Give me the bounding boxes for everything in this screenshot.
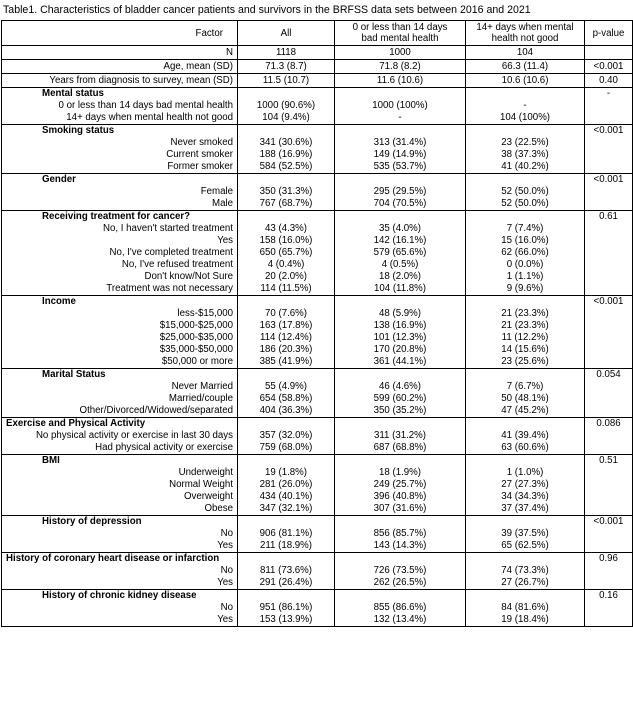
low-bad-mental-health-cell: 18 (1.9%) [335,467,466,479]
factor-cell: No physical activity or exercise in last 30 days [2,430,238,442]
p-value-cell [585,259,633,271]
factor-cell: Years from diagnosis to survey, mean (SD) [2,74,238,88]
all-cell [238,211,335,224]
all-cell: 211 (18.9%) [238,540,335,553]
table-row [2,332,633,344]
high-bad-mental-health-cell: 52 (50.0%) [466,198,585,211]
low-bad-mental-health-cell: 313 (31.4%) [335,137,466,149]
p-value-cell [585,332,633,344]
factor-cell: Treatment was not necessary [2,283,238,296]
factor-cell: $15,000-$25,000 [2,320,238,332]
factor-cell: Never Married [2,381,238,393]
all-cell: 281 (26.0%) [238,479,335,491]
factor-cell: Receiving treatment for cancer? [2,211,238,224]
high-bad-mental-health-cell: 21 (23.3%) [466,308,585,320]
low-bad-mental-health-cell: 855 (86.6%) [335,602,466,614]
factor-cell: Mental status [2,88,238,101]
p-value-cell [585,235,633,247]
all-cell: 71.3 (8.7) [238,60,335,74]
factor-cell: No [2,602,238,614]
low-bad-mental-health-cell: 142 (16.1%) [335,235,466,247]
table-row [2,308,633,320]
all-cell: 650 (65.7%) [238,247,335,259]
low-bad-mental-health-cell: 46 (4.6%) [335,381,466,393]
all-cell: 341 (30.6%) [238,137,335,149]
table-row [2,565,633,577]
low-bad-mental-health-cell: 704 (70.5%) [335,198,466,211]
all-cell: 1118 [238,46,335,60]
low-bad-mental-health-cell: 101 (12.3%) [335,332,466,344]
table-row [2,223,633,235]
all-cell: 767 (68.7%) [238,198,335,211]
all-cell: 1000 (90.6%) [238,100,335,112]
section-row [2,88,633,101]
p-value-cell [585,223,633,235]
factor-cell: Marital Status [2,369,238,382]
all-cell [238,553,335,566]
p-value-cell [585,283,633,296]
low-bad-mental-health-cell: 262 (26.5%) [335,577,466,590]
table-row [2,112,633,125]
low-bad-mental-health-cell [335,296,466,309]
all-cell [238,296,335,309]
p-value-cell [585,46,633,60]
p-value-cell [585,405,633,418]
high-bad-mental-health-cell: 27 (27.3%) [466,479,585,491]
low-bad-mental-health-cell [335,211,466,224]
high-bad-mental-health-cell: 23 (25.6%) [466,356,585,369]
low-bad-mental-health-cell [335,418,466,431]
high-bad-mental-health-cell [466,296,585,309]
section-row [2,418,633,431]
all-cell [238,590,335,603]
factor-cell: $25,000-$35,000 [2,332,238,344]
table-row [2,540,633,553]
all-cell: 584 (52.5%) [238,161,335,174]
low-bad-mental-health-cell: 856 (85.7%) [335,528,466,540]
high-bad-mental-health-cell: 84 (81.6%) [466,602,585,614]
high-bad-mental-health-cell: 27 (26.7%) [466,577,585,590]
all-cell: 347 (32.1%) [238,503,335,516]
high-bad-mental-health-cell: 10.6 (10.6) [466,74,585,88]
factor-cell: BMI [2,455,238,468]
all-cell: 55 (4.9%) [238,381,335,393]
high-bad-mental-health-cell: 63 (60.6%) [466,442,585,455]
high-bad-mental-health-cell [466,418,585,431]
p-value-cell: <0.001 [585,125,633,138]
p-value-cell [585,602,633,614]
p-value-cell [585,161,633,174]
table-title: Table1. Characteristics of bladder cancer patients and survivors in the BRFSS data sets between 2016 and 2021 [3,4,531,16]
high-bad-mental-health-cell: 37 (37.4%) [466,503,585,516]
high-bad-mental-health-cell: 7 (7.4%) [466,223,585,235]
low-bad-mental-health-cell [335,125,466,138]
high-bad-mental-health-cell: 14 (15.6%) [466,344,585,356]
section-row [2,455,633,468]
table-row [2,467,633,479]
factor-cell: Income [2,296,238,309]
low-bad-mental-health-cell: 396 (40.8%) [335,491,466,503]
all-cell: 20 (2.0%) [238,271,335,283]
p-value-cell [585,137,633,149]
high-bad-mental-health-cell: 62 (66.0%) [466,247,585,259]
table-row [2,344,633,356]
high-bad-mental-health-cell [466,88,585,101]
table-row [2,479,633,491]
high-bad-mental-health-cell: 1 (1.1%) [466,271,585,283]
factor-cell: $50,000 or more [2,356,238,369]
p-value-cell [585,577,633,590]
factor-cell: No, I've completed treatment [2,247,238,259]
all-cell: 158 (16.0%) [238,235,335,247]
all-cell: 906 (81.1%) [238,528,335,540]
table-row [2,405,633,418]
all-cell: 43 (4.3%) [238,223,335,235]
low-bad-mental-health-cell: 18 (2.0%) [335,271,466,283]
table-row [2,602,633,614]
factor-cell: Yes [2,540,238,553]
high-bad-mental-health-cell: 104 (100%) [466,112,585,125]
high-bad-mental-health-cell: 65 (62.5%) [466,540,585,553]
high-bad-mental-health-cell: 50 (48.1%) [466,393,585,405]
all-cell [238,418,335,431]
factor-cell: No [2,565,238,577]
p-value-cell [585,198,633,211]
high-bad-mental-health-cell: 52 (50.0%) [466,186,585,198]
low-bad-mental-health-cell: 599 (60.2%) [335,393,466,405]
table-row [2,356,633,369]
table-row [2,577,633,590]
all-cell: 11.5 (10.7) [238,74,335,88]
high-bad-mental-health-cell: 41 (40.2%) [466,161,585,174]
high-bad-mental-health-cell: 21 (23.3%) [466,320,585,332]
factor-cell: No, I haven't started treatment [2,223,238,235]
low-bad-mental-health-cell: 71.8 (8.2) [335,60,466,74]
table-body [2,46,633,627]
p-value-cell [585,271,633,283]
p-value-cell [585,491,633,503]
high-bad-mental-health-cell [466,174,585,187]
high-bad-mental-health-cell: - [466,100,585,112]
factor-cell: Underweight [2,467,238,479]
factor-cell: Obese [2,503,238,516]
table-row [2,283,633,296]
factor-cell: History of coronary heart disease or infarction [2,553,238,566]
low-bad-mental-health-cell: 149 (14.9%) [335,149,466,161]
p-value-cell [585,186,633,198]
factor-cell: Yes [2,614,238,627]
table-row [2,235,633,247]
factor-cell: 0 or less than 14 days bad mental health [2,100,238,112]
low-bad-mental-health-cell [335,516,466,529]
table-row [2,247,633,259]
factor-cell: Exercise and Physical Activity [2,418,238,431]
all-cell [238,125,335,138]
high-bad-mental-health-cell [466,211,585,224]
p-value-cell [585,442,633,455]
p-value-cell: <0.001 [585,516,633,529]
section-row [2,174,633,187]
p-value-cell [585,479,633,491]
characteristics-table [1,20,633,627]
low-bad-mental-health-cell: 138 (16.9%) [335,320,466,332]
p-value-cell [585,540,633,553]
low-bad-mental-health-cell [335,88,466,101]
header-low-bad-mental-health: 0 or less than 14 days bad mental health [335,21,466,46]
high-bad-mental-health-cell: 1 (1.0%) [466,467,585,479]
section-row [2,369,633,382]
all-cell: 163 (17.8%) [238,320,335,332]
low-bad-mental-health-cell: 4 (0.5%) [335,259,466,271]
low-bad-mental-health-cell [335,369,466,382]
high-bad-mental-health-cell: 15 (16.0%) [466,235,585,247]
table-row [2,46,633,60]
section-row [2,590,633,603]
factor-cell: Other/Divorced/Widowed/separated [2,405,238,418]
table-row [2,186,633,198]
header-factor: Factor [2,21,238,46]
low-bad-mental-health-cell [335,590,466,603]
high-bad-mental-health-cell [466,369,585,382]
factor-cell: N [2,46,238,60]
p-value-cell [585,503,633,516]
all-cell: 654 (58.8%) [238,393,335,405]
factor-cell: Had physical activity or exercise [2,442,238,455]
table-row [2,381,633,393]
high-bad-mental-health-cell: 38 (37.3%) [466,149,585,161]
factor-cell: less-$15,000 [2,308,238,320]
low-bad-mental-health-cell: 1000 (100%) [335,100,466,112]
low-bad-mental-health-cell [335,553,466,566]
table-row [2,259,633,271]
table-row [2,491,633,503]
high-bad-mental-health-cell [466,125,585,138]
low-bad-mental-health-cell: 48 (5.9%) [335,308,466,320]
all-cell: 4 (0.4%) [238,259,335,271]
high-bad-mental-health-cell: 104 [466,46,585,60]
all-cell [238,455,335,468]
p-value-cell [585,565,633,577]
p-value-cell: <0.001 [585,174,633,187]
all-cell: 385 (41.9%) [238,356,335,369]
factor-cell: No, I've refused treatment [2,259,238,271]
high-bad-mental-health-cell: 34 (34.3%) [466,491,585,503]
all-cell: 951 (86.1%) [238,602,335,614]
all-cell: 114 (12.4%) [238,332,335,344]
all-cell: 350 (31.3%) [238,186,335,198]
factor-cell: History of depression [2,516,238,529]
factor-cell: 14+ days when mental health not good [2,112,238,125]
low-bad-mental-health-cell: 132 (13.4%) [335,614,466,627]
high-bad-mental-health-cell: 19 (18.4%) [466,614,585,627]
all-cell: 291 (26.4%) [238,577,335,590]
p-value-cell: 0.16 [585,590,633,603]
high-bad-mental-health-cell [466,553,585,566]
factor-cell: Don't know/Not Sure [2,271,238,283]
table-row [2,320,633,332]
factor-cell: Never smoked [2,137,238,149]
p-value-cell [585,247,633,259]
p-value-cell: - [585,88,633,101]
high-bad-mental-health-cell: 11 (12.2%) [466,332,585,344]
p-value-cell [585,149,633,161]
low-bad-mental-health-cell [335,174,466,187]
factor-cell: Smoking status [2,125,238,138]
factor-cell: Female [2,186,238,198]
high-bad-mental-health-cell [466,516,585,529]
low-bad-mental-health-cell: 307 (31.6%) [335,503,466,516]
table-row [2,430,633,442]
all-cell: 186 (20.3%) [238,344,335,356]
high-bad-mental-health-cell: 74 (73.3%) [466,565,585,577]
table-row [2,74,633,88]
low-bad-mental-health-cell: 350 (35.2%) [335,405,466,418]
low-bad-mental-health-cell: 143 (14.3%) [335,540,466,553]
header-high-bad-mental-health: 14+ days when mental health not good [466,21,585,46]
high-bad-mental-health-cell [466,455,585,468]
all-cell: 153 (13.9%) [238,614,335,627]
section-row [2,296,633,309]
all-cell: 759 (68.0%) [238,442,335,455]
low-bad-mental-health-cell: 249 (25.7%) [335,479,466,491]
table-row [2,271,633,283]
high-bad-mental-health-cell: 47 (45.2%) [466,405,585,418]
all-cell [238,516,335,529]
p-value-cell: 0.96 [585,553,633,566]
table-row [2,442,633,455]
all-cell: 357 (32.0%) [238,430,335,442]
table-row [2,503,633,516]
factor-cell: Overweight [2,491,238,503]
table-row [2,137,633,149]
high-bad-mental-health-cell [466,590,585,603]
table-row [2,161,633,174]
p-value-cell [585,100,633,112]
p-value-cell [585,528,633,540]
low-bad-mental-health-cell: - [335,112,466,125]
p-value-cell: <0.001 [585,60,633,74]
factor-cell: Gender [2,174,238,187]
header-p-value: p-value [585,21,633,46]
table-row [2,100,633,112]
p-value-cell [585,393,633,405]
high-bad-mental-health-cell: 0 (0.0%) [466,259,585,271]
table-row [2,149,633,161]
table-row [2,198,633,211]
section-row [2,516,633,529]
all-cell: 19 (1.8%) [238,467,335,479]
high-bad-mental-health-cell: 7 (6.7%) [466,381,585,393]
table-row [2,614,633,627]
factor-cell: Former smoker [2,161,238,174]
all-cell [238,88,335,101]
p-value-cell [585,320,633,332]
all-cell: 811 (73.6%) [238,565,335,577]
low-bad-mental-health-cell: 311 (31.2%) [335,430,466,442]
low-bad-mental-health-cell: 579 (65.6%) [335,247,466,259]
low-bad-mental-health-cell: 726 (73.5%) [335,565,466,577]
table-row [2,528,633,540]
section-row [2,553,633,566]
factor-cell: Married/couple [2,393,238,405]
high-bad-mental-health-cell: 66.3 (11.4) [466,60,585,74]
factor-cell: History of chronic kidney disease [2,590,238,603]
all-cell: 104 (9.4%) [238,112,335,125]
low-bad-mental-health-cell: 35 (4.0%) [335,223,466,235]
p-value-cell [585,467,633,479]
section-row [2,211,633,224]
section-row [2,125,633,138]
low-bad-mental-health-cell: 361 (44.1%) [335,356,466,369]
p-value-cell [585,430,633,442]
p-value-cell [585,112,633,125]
factor-cell: No [2,528,238,540]
p-value-cell: 0.61 [585,211,633,224]
p-value-cell [585,614,633,627]
low-bad-mental-health-cell: 295 (29.5%) [335,186,466,198]
p-value-cell [585,344,633,356]
all-cell [238,369,335,382]
high-bad-mental-health-cell: 39 (37.5%) [466,528,585,540]
all-cell: 434 (40.1%) [238,491,335,503]
all-cell [238,174,335,187]
low-bad-mental-health-cell: 104 (11.8%) [335,283,466,296]
p-value-cell: 0.054 [585,369,633,382]
p-value-cell: 0.51 [585,455,633,468]
p-value-cell [585,356,633,369]
table-row [2,60,633,74]
all-cell: 404 (36.3%) [238,405,335,418]
p-value-cell: <0.001 [585,296,633,309]
low-bad-mental-health-cell: 170 (20.8%) [335,344,466,356]
factor-cell: $35,000-$50,000 [2,344,238,356]
all-cell: 188 (16.9%) [238,149,335,161]
low-bad-mental-health-cell: 1000 [335,46,466,60]
high-bad-mental-health-cell: 41 (39.4%) [466,430,585,442]
table-header-row [2,21,633,46]
p-value-cell [585,381,633,393]
high-bad-mental-health-cell: 9 (9.6%) [466,283,585,296]
factor-cell: Male [2,198,238,211]
factor-cell: Yes [2,235,238,247]
p-value-cell: 0.40 [585,74,633,88]
p-value-cell [585,308,633,320]
factor-cell: Current smoker [2,149,238,161]
low-bad-mental-health-cell: 687 (68.8%) [335,442,466,455]
table-row [2,393,633,405]
low-bad-mental-health-cell: 535 (53.7%) [335,161,466,174]
low-bad-mental-health-cell: 11.6 (10.6) [335,74,466,88]
header-all: All [238,21,335,46]
all-cell: 70 (7.6%) [238,308,335,320]
low-bad-mental-health-cell [335,455,466,468]
factor-cell: Yes [2,577,238,590]
p-value-cell: 0.086 [585,418,633,431]
factor-cell: Normal Weight [2,479,238,491]
high-bad-mental-health-cell: 23 (22.5%) [466,137,585,149]
all-cell: 114 (11.5%) [238,283,335,296]
factor-cell: Age, mean (SD) [2,60,238,74]
